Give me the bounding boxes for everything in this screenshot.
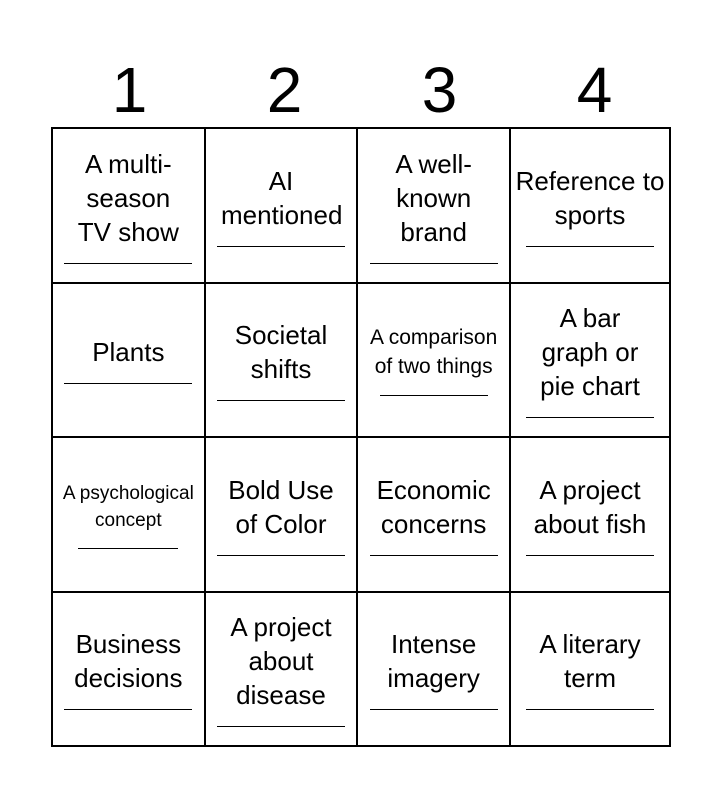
blank-line: [370, 263, 498, 264]
column-number-1: 1: [111, 54, 148, 126]
cell-label: A comparison of two things: [370, 326, 498, 379]
blank-line: [217, 246, 345, 247]
cell-label: A well-known brand: [395, 148, 472, 247]
column-header-row: [52, 52, 672, 128]
blank-line: [526, 709, 654, 710]
bingo-cell[interactable]: [53, 438, 206, 593]
cell-label: Reference to sports: [515, 165, 665, 230]
cell-label: Economic concerns: [376, 474, 491, 539]
blank-line: [64, 263, 192, 264]
bingo-cell[interactable]: [53, 593, 206, 748]
column-number-2: 2: [266, 54, 303, 126]
cell-label: Plants: [92, 337, 165, 368]
blank-line: [217, 400, 345, 401]
cell-label: Societal shifts: [234, 320, 328, 385]
blank-line: [217, 555, 345, 556]
bingo-cell[interactable]: [53, 284, 206, 439]
column-number-3: 3: [421, 54, 458, 126]
cell-label: Business decisions: [74, 629, 183, 694]
bingo-cell[interactable]: [511, 129, 671, 284]
bingo-cell[interactable]: [358, 438, 511, 593]
blank-line: [526, 417, 654, 418]
cell-label: Bold Use of Color: [228, 474, 334, 539]
cell-label: Intense imagery: [387, 629, 480, 694]
cell-label: A project about fish: [533, 474, 647, 539]
blank-line: [526, 555, 654, 556]
bingo-cell[interactable]: [206, 438, 359, 593]
cell-label: A multi-season TV show: [77, 148, 179, 247]
bingo-cell[interactable]: [206, 284, 359, 439]
bingo-cell[interactable]: [511, 284, 671, 439]
bingo-cell[interactable]: [358, 129, 511, 284]
cell-label: A bar graph or pie chart: [540, 303, 640, 402]
bingo-board: [51, 127, 671, 747]
blank-line: [370, 709, 498, 710]
blank-line: [526, 246, 654, 247]
blank-line: [217, 726, 345, 727]
blank-line: [380, 395, 488, 396]
bingo-cell[interactable]: [358, 284, 511, 439]
cell-label: A psychological concept: [62, 482, 194, 531]
bingo-cell[interactable]: [358, 593, 511, 748]
cell-label: A literary term: [539, 629, 641, 694]
bingo-cell[interactable]: [511, 438, 671, 593]
column-number-4: 4: [576, 54, 613, 126]
blank-line: [64, 709, 192, 710]
bingo-cell[interactable]: [53, 129, 206, 284]
bingo-cell[interactable]: [206, 593, 359, 748]
bingo-cell[interactable]: [206, 129, 359, 284]
cell-label: AI mentioned: [220, 165, 343, 230]
blank-line: [78, 548, 178, 549]
bingo-cell[interactable]: [511, 593, 671, 748]
blank-line: [370, 555, 498, 556]
blank-line: [64, 383, 192, 384]
cell-label: A project about disease: [230, 612, 332, 711]
